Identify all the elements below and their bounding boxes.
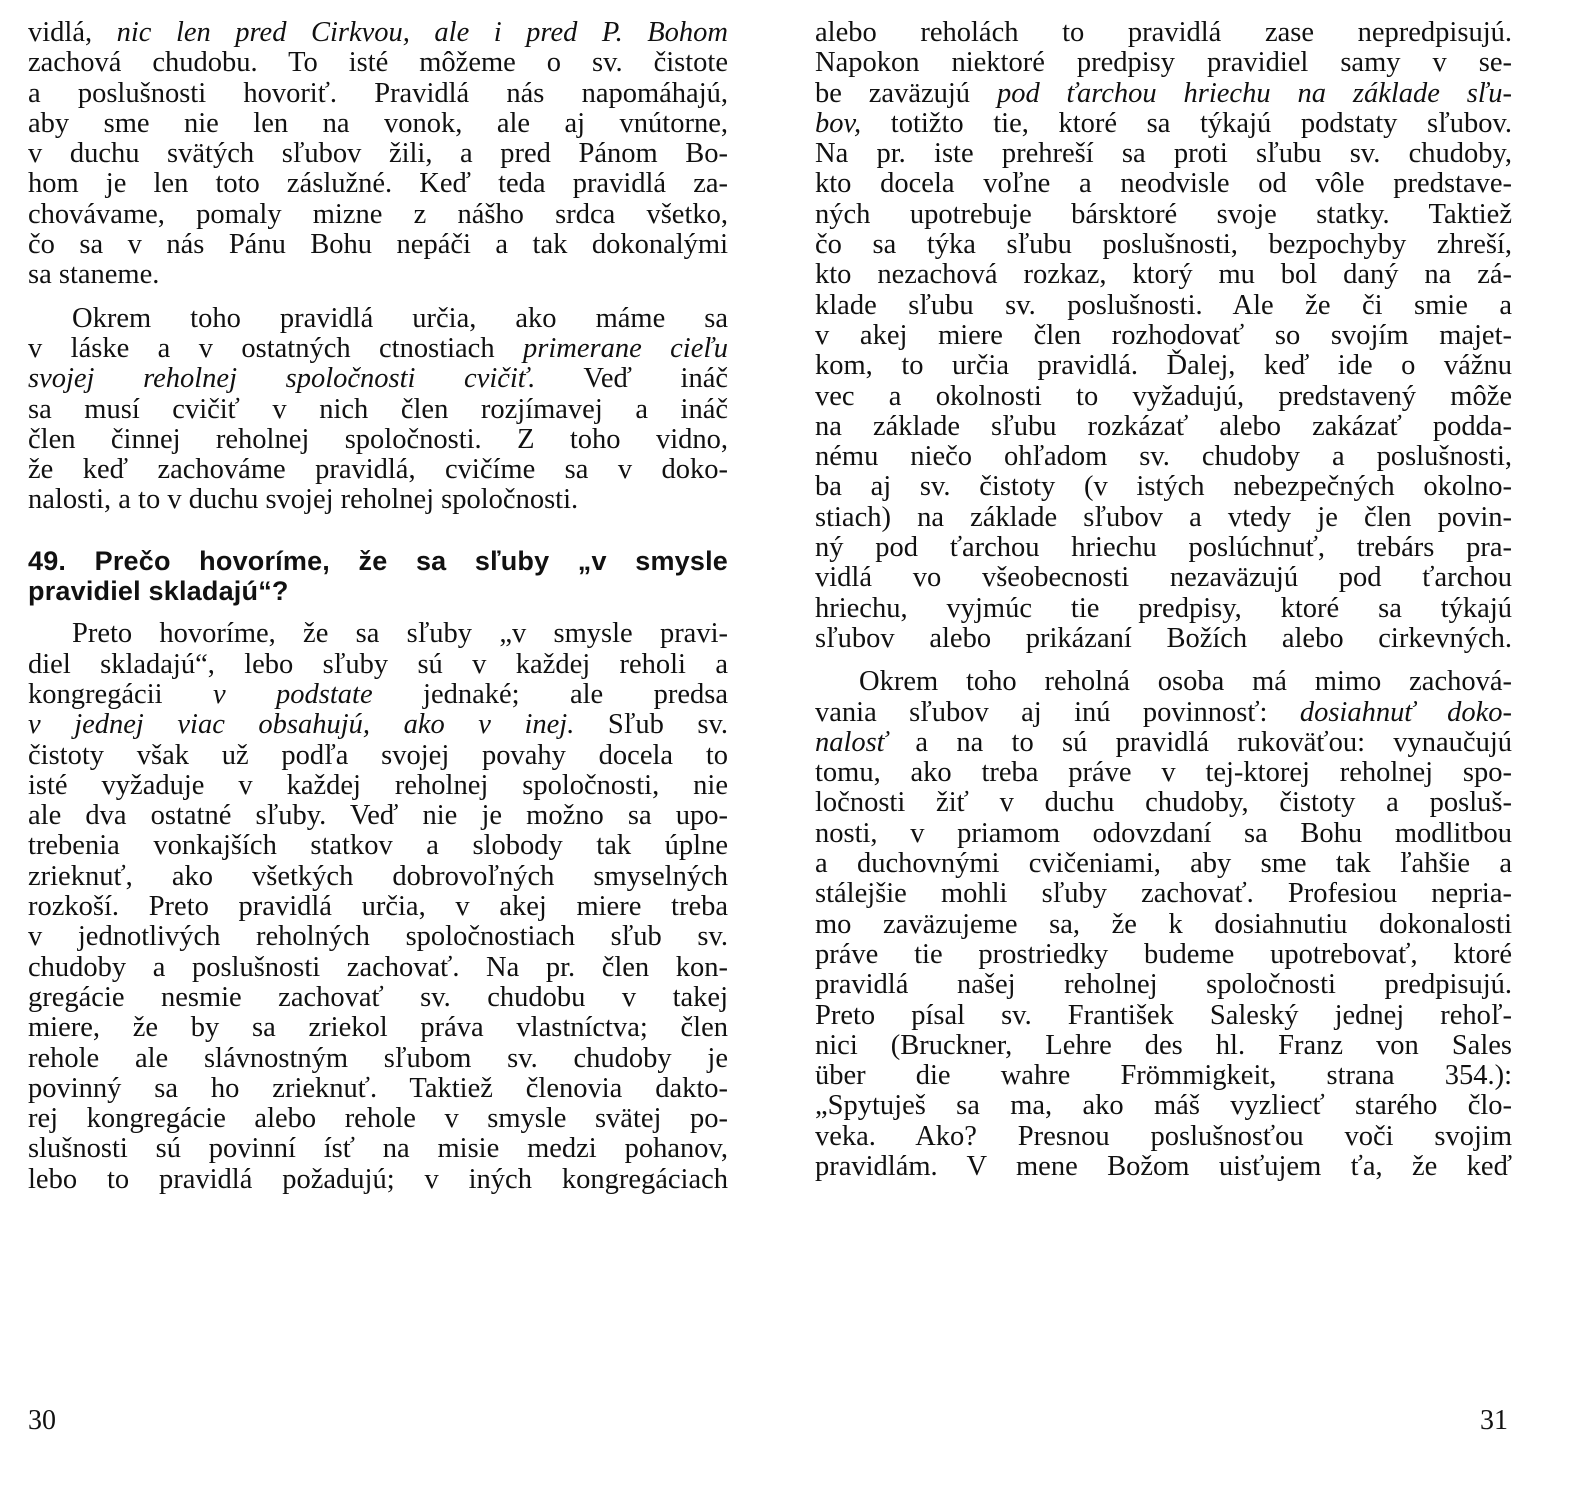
text-line: stálejšie mohli sľuby zachovať. Profesiou nepria-: [815, 878, 1512, 910]
text-line: sa musí cvičiť v nich člen rozjímavej a ináč: [28, 393, 728, 425]
text-line: svojej reholnej spoločnosti cvičiť. Veď ináč: [28, 363, 729, 395]
text-line: rozkoší. Preto pravidlá určia, v akej miere treba: [28, 891, 728, 923]
section-heading: [28, 546, 728, 607]
text-line: vidlá vo všeobecnosti nezaväzujú pod ťarchou: [815, 562, 1512, 594]
text-line: isté vyžaduje v každej reholnej spoločnosti, nie: [28, 769, 728, 801]
paragraph: [815, 18, 1512, 654]
text-line: Napokon niektoré predpisy pravidiel samy v se-: [815, 47, 1512, 79]
text-line: čo sa v nás Pánu Bohu nepáči a tak dokonalými: [28, 229, 728, 261]
text-line: v jednej viac obsahujú, ako v inej. Sľub sv.: [28, 709, 728, 741]
text-line: aby sme nie len na vonok, ale aj vnútorne,: [28, 107, 728, 139]
text-line: nosti, v priamom odovzdaní sa Bohu modlitbou: [815, 817, 1512, 849]
text-line: ba aj sv. čistoty (v istých nebezpečných okolno-: [815, 471, 1512, 503]
text-line: že keď zachováme pravidlá, cvičíme sa v doko-: [28, 454, 728, 486]
text-line: Na pr. iste prehreší sa proti sľubu sv. chudoby,: [815, 138, 1512, 170]
text-line: práve tie prostriedky budeme upotrebovať, ktoré: [815, 938, 1512, 970]
italic-text: v podstate: [212, 678, 373, 710]
italic-text: v jednej viac obsahujú, ako v inej.: [28, 709, 575, 741]
text-line: nému niečo ohľadom sv. chudoby a poslušnosti,: [815, 441, 1512, 473]
text-line: hriechu, vyjmúc tie predpisy, ktoré sa týkajú: [815, 592, 1512, 624]
text-line: chovávame, pomaly mizne z nášho srdca všetko,: [28, 198, 728, 230]
page-number-right: 31: [1480, 1405, 1508, 1436]
text-line: rehole ale slávnostným sľubom sv. chudoby je: [28, 1042, 728, 1074]
text-line: v akej miere člen rozhodovať so svojím majet-: [815, 319, 1512, 351]
paragraph: [28, 304, 728, 516]
text-line: kom, to určia pravidlá. Ďalej, keď ide o vážnu: [815, 350, 1512, 382]
paragraph: [28, 619, 728, 1195]
text-line: nalosti, a to v duchu svojej reholnej spoločnosti.: [28, 484, 579, 516]
heading-line: 49. Prečo hovoríme, že sa sľuby „v smysle: [28, 545, 728, 576]
italic-text: dosiahnuť doko-: [1299, 696, 1512, 728]
text-line: vidlá, nic len pred Cirkvou, ale i pred P. Bohom: [28, 17, 728, 48]
text-line: lebo to pravidlá požadujú; v iných kongregáciach: [28, 1163, 728, 1195]
text-line: Okrem toho reholná osoba má mimo zachová-: [859, 666, 1512, 698]
text-line: zrieknuť, ako všetkých dobrovoľných smyselných: [28, 860, 728, 892]
text-line: ločnosti žiť v duchu chudoby, čistoty a posluš-: [815, 787, 1512, 819]
italic-text: pod ťarchou hriechu na základe sľu-: [996, 77, 1513, 109]
text-line: chudoby a poslušnosti zachovať. Na pr. člen kon-: [28, 951, 728, 983]
text-line: sa staneme.: [28, 259, 160, 291]
text-line: rej kongregácie alebo rehole v smysle svätej po-: [28, 1103, 728, 1135]
paragraph: [28, 18, 728, 291]
heading-line: pravidiel skladajú“?: [28, 576, 289, 607]
italic-text: nic len pred Cirkvou, ale i pred P. Bohom: [116, 17, 728, 48]
italic-text: primerane cieľu: [523, 332, 728, 364]
left-page-text: [28, 18, 728, 1195]
italic-text: nalosť: [815, 726, 888, 758]
text-line: klade sľubu sv. poslušnosti. Ale že či smie a: [815, 289, 1512, 321]
text-line: Preto hovoríme, že sa sľuby „v smysle pravi-: [72, 618, 728, 650]
text-line: alebo reholách to pravidlá zase nepredpisujú.: [815, 17, 1512, 48]
text-line: pravidlá našej reholnej spoločnosti predpisujú.: [815, 969, 1512, 1001]
text-line: čo sa týka sľubu poslušnosti, bezpochyby zhreší,: [815, 229, 1512, 261]
text-line: na základe sľubu rozkázať alebo zakázať podda-: [815, 410, 1512, 442]
text-line: ale dva ostatné sľuby. Veď nie je možno sa upo-: [28, 800, 728, 832]
text-line: zachová chudobu. To isté môžeme o sv. čistote: [28, 47, 728, 79]
right-page-text: [815, 18, 1512, 1182]
text-line: nalosť a na to sú pravidlá rukoväťou: vynaučujú: [815, 726, 1512, 758]
text-line: člen činnej reholnej spoločnosti. Z toho vidno,: [28, 423, 728, 455]
text-line: Okrem toho pravidlá určia, ako máme sa: [72, 302, 728, 334]
paragraph: [815, 667, 1512, 1182]
text-line: v jednotlivých reholných spoločnostiach sľub sv.: [28, 921, 728, 953]
text-line: gregácie nesmie zachovať sv. chudobu v takej: [28, 981, 728, 1013]
text-line: sľubov alebo prikázaní Božích alebo cirkevných.: [815, 622, 1512, 654]
italic-text: bov,: [815, 107, 862, 139]
text-line: slušnosti sú povinní ísť na misie medzi pohanov,: [28, 1133, 728, 1165]
text-line: bov, totižto tie, ktoré sa týkajú podstaty sľubov.: [815, 107, 1512, 139]
text-line: Preto písal sv. František Saleský jednej rehoľ-: [815, 999, 1512, 1031]
text-line: pravidlám. V mene Božom uisťujem ťa, že keď: [815, 1150, 1512, 1182]
text-line: nici (Bruckner, Lehre des hl. Franz von Sales: [815, 1029, 1512, 1061]
italic-text: svojej reholnej spoločnosti cvičiť.: [28, 363, 536, 395]
text-line: trebenia vonkajších statkov a slobody tak úplne: [28, 830, 728, 862]
text-line: vec a okolnosti to vyžadujú, predstavený môže: [815, 380, 1512, 412]
text-line: stiach) na základe sľubov a vtedy je člen povin-: [815, 501, 1512, 533]
text-line: v láske a v ostatných ctnostiach primerane cieľu: [28, 332, 728, 364]
text-line: „Spytuješ sa ma, ako máš vyzliecť starého člo-: [815, 1090, 1512, 1122]
text-line: kto nezachová rozkaz, ktorý mu bol daný na zá-: [815, 259, 1512, 291]
text-line: a duchovnými cvičeniami, aby sme tak ľahšie a: [815, 848, 1512, 880]
text-line: veka. Ako? Presnou poslušnosťou voči svojim: [815, 1120, 1512, 1152]
text-line: hom je len toto záslužné. Keď teda pravidlá za-: [28, 168, 728, 200]
text-line: povinný sa ho zrieknuť. Taktiež členovia dakto-: [28, 1072, 728, 1104]
text-line: be zaväzujú pod ťarchou hriechu na základe sľu-: [815, 77, 1513, 109]
text-line: a poslušnosti hovoriť. Pravidlá nás napomáhajú,: [28, 77, 728, 109]
text-line: miere, že by sa zriekol práva vlastníctva; člen: [28, 1012, 728, 1044]
text-line: diel skladajú“, lebo sľuby sú v každej reholi a: [28, 648, 728, 680]
text-line: v duchu svätých sľubov žili, a pred Pánom Bo-: [28, 138, 728, 170]
text-line: ných upotrebuje bársktoré svoje statky. Taktiež: [815, 198, 1512, 230]
text-line: vania sľubov aj inú povinnosť: dosiahnuť doko-: [815, 696, 1512, 728]
text-line: čistoty však už podľa svojej povahy docela to: [28, 739, 728, 771]
text-line: mo zaväzujeme sa, že k dosiahnutiu dokonalosti: [815, 908, 1512, 940]
text-line: tomu, ako treba práve v tej-ktorej reholnej spo-: [815, 757, 1512, 789]
text-line: kongregácii v podstate jednaké; ale predsa: [28, 678, 728, 710]
text-line: über die wahre Frömmigkeit, strana 354.):: [815, 1060, 1512, 1092]
text-line: ný pod ťarchou hriechu poslúchnuť, trebárs pra-: [815, 532, 1512, 564]
page-number-left: 30: [28, 1405, 56, 1436]
text-line: kto docela voľne a neodvisle od vôle predstave-: [815, 168, 1512, 200]
